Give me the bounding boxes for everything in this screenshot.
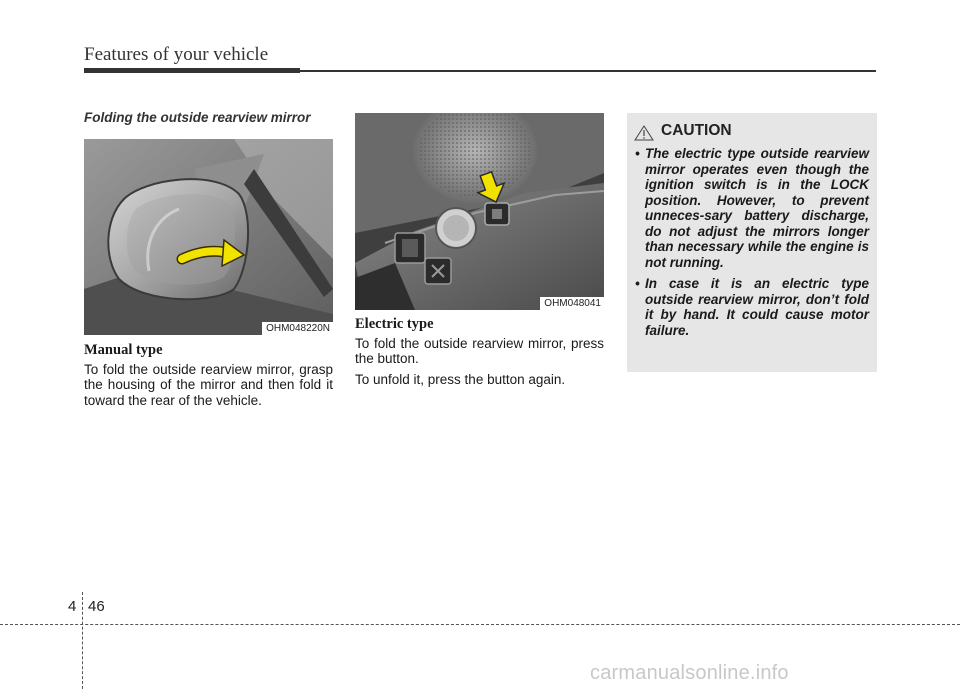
footer-rule (0, 624, 960, 625)
manual-type-heading: Manual type (84, 342, 163, 358)
manual-type-text: To fold the outside rearview mirror, grasp the housing of the mirror and then fold it toward the rear of the vehicle. (84, 361, 333, 408)
header-rule-thin (300, 70, 876, 72)
mirror-drawing (84, 139, 333, 335)
mirror-illustration (84, 139, 333, 335)
manual-type-section (84, 343, 333, 413)
footer-vertical-rule (82, 592, 83, 689)
page-number: 46 (88, 598, 105, 615)
warning-triangle-icon (634, 125, 654, 141)
bullet-icon: • (635, 146, 640, 161)
page-header-title: Features of your vehicle (84, 44, 269, 65)
electric-type-text-1: To fold the outside rearview mirror, press the button. (355, 335, 604, 366)
figure-code: OHM048220N (262, 322, 333, 335)
section-heading: Folding the outside rearview mirror (84, 110, 311, 125)
switch-illustration (355, 113, 604, 310)
bullet-icon: • (635, 276, 640, 291)
electric-type-text-2: To unfold it, press the button again. (355, 371, 566, 387)
electric-type-section (355, 317, 604, 392)
caution-item-text: In case it is an electric type outside rearview mirror, don’t fold it by hand. It could cause motor failure. (645, 276, 869, 338)
caution-item (635, 146, 869, 270)
caution-list (635, 146, 869, 344)
caution-item (635, 276, 869, 338)
caution-item-text: The electric type outside rearview mirror operates even though the ignition switch is in the LOCK position. However, to prevent unneces-sary battery discharge, do not adjust the mirrors longer than necessary while the engine is not running. (645, 146, 869, 270)
figure-code: OHM048041 (540, 297, 604, 310)
header-rule-thick (84, 68, 300, 73)
watermark: carmanualsonline.info (590, 662, 789, 684)
caution-box (627, 113, 877, 372)
switch-drawing (355, 113, 604, 310)
electric-type-heading: Electric type (355, 316, 434, 332)
chapter-number: 4 (68, 598, 77, 615)
caution-title: CAUTION (661, 122, 732, 139)
